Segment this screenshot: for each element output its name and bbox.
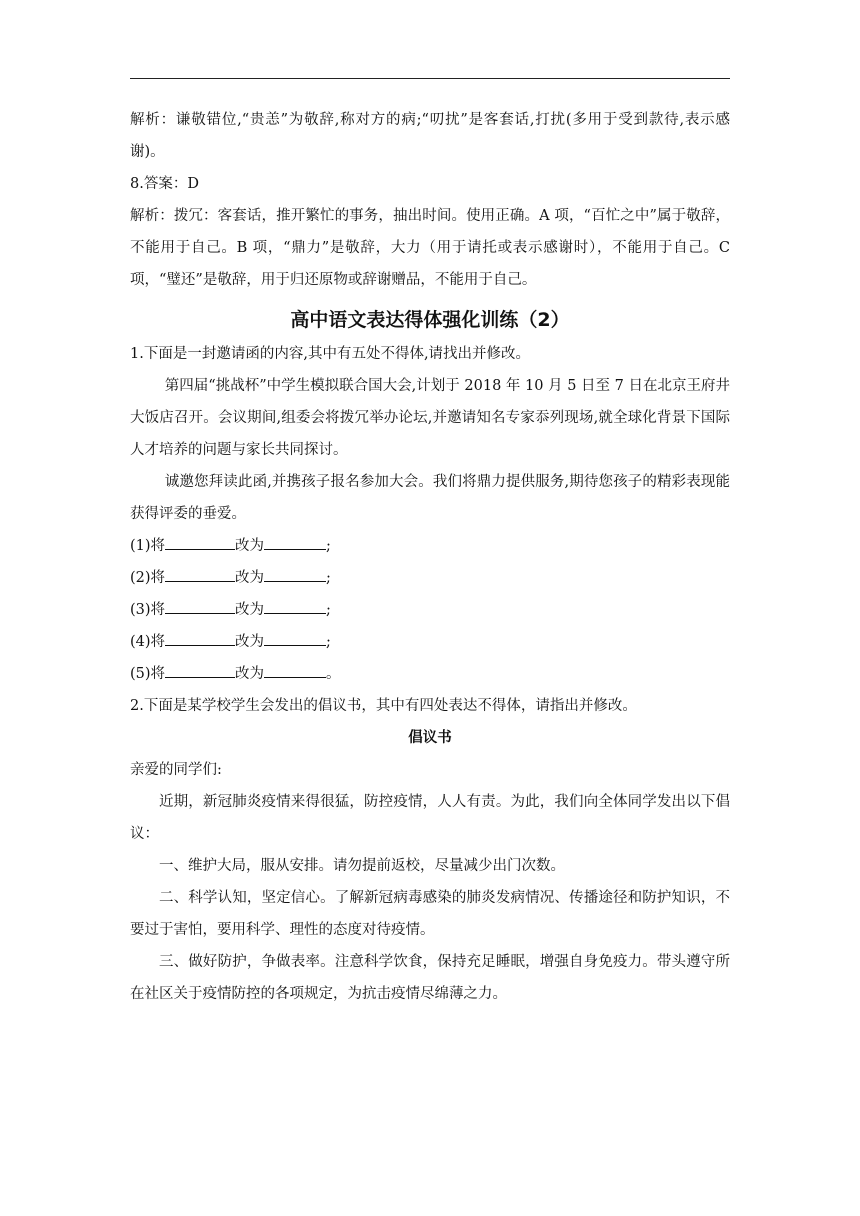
answer-line-mid: 改为	[235, 538, 265, 554]
answer-line-end: ;	[326, 570, 331, 586]
answer-line-label: (1)将	[130, 538, 166, 554]
answer-line-mid: 改为	[235, 602, 265, 618]
answer-blank-revision[interactable]	[264, 563, 326, 582]
proposal-heading: 倡议书	[408, 730, 452, 746]
answer-blank-original[interactable]	[165, 531, 235, 550]
answer-line-mid: 改为	[235, 570, 265, 586]
answer-line-label: (2)将	[130, 570, 166, 586]
answer-blank-original[interactable]	[165, 627, 235, 646]
answer-blank-original[interactable]	[165, 595, 235, 614]
answer-8: 8.答案：D	[130, 176, 199, 192]
answer-blank-original[interactable]	[165, 659, 235, 678]
proposal-item-3: 三、做好防护，争做表率。注意科学饮食，保持充足睡眠，增强自身免疫力。带头遵守所在社区关于疫情防控的各项规定，为抗击疫情尽绵薄之力。	[130, 954, 730, 1002]
section-title: 高中语文表达得体强化训练（2）	[290, 309, 570, 331]
answer-blank-revision[interactable]	[264, 531, 326, 550]
answer-line-1	[130, 530, 730, 562]
answer-line-mid: 改为	[235, 634, 265, 650]
invitation-para-1: 第四届“挑战杯”中学生模拟联合国大会,计划于 2018 年 10 月 5 日至 7 日在北京王府井大饭店召开。会议期间,组委会将拨冗举办论坛,并邀请知名专家忝列现场,就全球化背景下国际人才培养的问题与家长共同探讨。	[130, 378, 730, 458]
proposal-para-1: 近期，新冠肺炎疫情来得很猛，防控疫情，人人有责。为此，我们向全体同学发出以下倡议：	[130, 794, 730, 842]
document-body	[130, 104, 730, 1010]
answer-line-label: (4)将	[130, 634, 166, 650]
invitation-para-2: 诚邀您拜读此函,并携孩子报名参加大会。我们将鼎力提供服务,期待您孩子的精彩表现能获得评委的垂爱。	[130, 474, 730, 522]
answer-line-end: ;	[326, 602, 331, 618]
answer-blank-revision[interactable]	[264, 627, 326, 646]
answer-line-label: (3)将	[130, 602, 166, 618]
proposal-item-1: 一、维护大局，服从安排。请勿提前返校，尽量减少出门次数。	[159, 858, 565, 874]
answer-blank-revision[interactable]	[264, 659, 326, 678]
analysis-8: 解析：拨冗：客套话，推开繁忙的事务，抽出时间。使用正确。A 项，“百忙之中”属于敬辞，不能用于自己。B 项，“鼎力”是敬辞，大力（用于请托或表示感谢时），不能用于自己。C 项，“璧还”是敬辞，用于归还原物或辞谢赠品，不能用于自己。	[130, 208, 730, 288]
answer-line-label: (5)将	[130, 666, 166, 682]
analysis-7: 解析：谦敬错位,“贵恙”为敬辞,称对方的病;“叨扰”是客套话,打扰(多用于受到款待,表示感谢)。	[130, 112, 730, 160]
answer-blank-revision[interactable]	[264, 595, 326, 614]
proposal-salutation: 亲爱的同学们:	[130, 762, 222, 778]
answer-line-end: ;	[326, 634, 331, 650]
answer-line-end: ;	[326, 538, 331, 554]
answer-line-mid: 改为	[235, 666, 265, 682]
answer-line-end: 。	[326, 666, 341, 682]
q2-prompt: 2.下面是某学校学生会发出的倡议书，其中有四处表达不得体，请指出并修改。	[130, 698, 637, 714]
header-rule	[130, 78, 730, 79]
answer-line-3	[130, 594, 730, 626]
answer-line-2	[130, 562, 730, 594]
answer-line-5	[130, 658, 730, 690]
answer-line-4	[130, 626, 730, 658]
answer-blank-original[interactable]	[165, 563, 235, 582]
proposal-item-2: 二、科学认知，坚定信心。了解新冠病毒感染的肺炎发病情况、传播途径和防护知识，不要过于害怕，要用科学、理性的态度对待疫情。	[130, 890, 730, 938]
q1-prompt: 1.下面是一封邀请函的内容,其中有五处不得体,请找出并修改。	[130, 346, 531, 362]
